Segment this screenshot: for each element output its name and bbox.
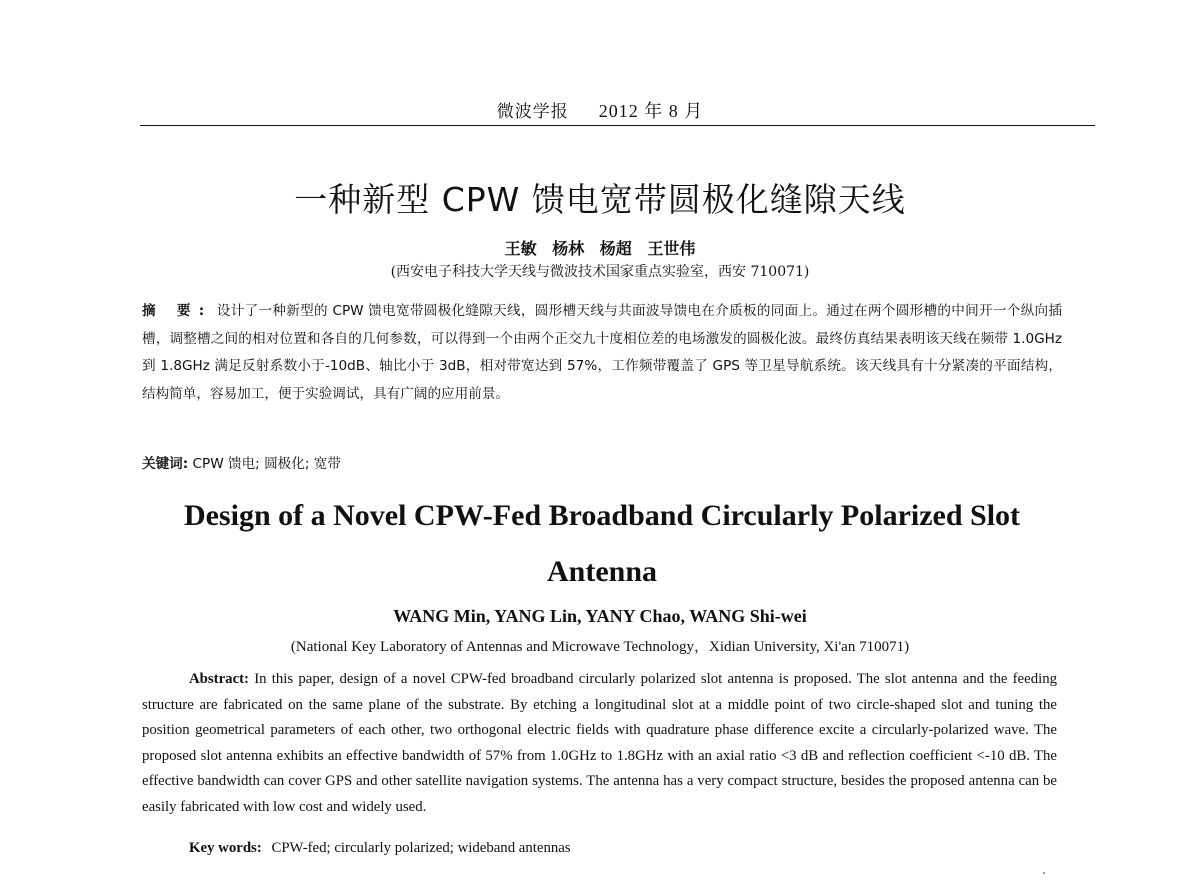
english-abstract bbox=[142, 667, 1057, 821]
chinese-title: 一种新型 CPW 馈电宽带圆极化缝隙天线 bbox=[294, 180, 906, 219]
english-affiliation: (National Key Laboratory of Antennas and Microwave Technology，Xidian University, Xi'an 710071) bbox=[290, 639, 910, 655]
english-keywords-label: Key words: bbox=[189, 840, 262, 856]
chinese-authors: 王敏 杨林 杨超 王世伟 bbox=[504, 239, 696, 258]
english-authors: WANG Min, YANG Lin, YANY Chao, WANG Shi-wei bbox=[393, 606, 807, 626]
issue-date: 2012 年 8 月 bbox=[598, 101, 704, 121]
running-head bbox=[0, 97, 1200, 123]
chinese-abstract-text: 设计了一种新型的 CPW 馈电宽带圆极化缝隙天线，圆形槽天线与共面波导馈电在介质板的同面上。通过在两个圆形槽的中间开一个纵向插槽，调整槽之间的相对位置和各自的几何参数，可以得到一个由两个正交九十度相位差的电场激发的圆极化波。最终仿真结果表明该天线在频带 1.0GHz 到 1.8GHz 满足反射系数小于-10dB、轴比小于 3dB，相对带宽达到 57%，工作频带覆盖了 GPS 等卫星导航系统。该天线具有十分紧凑的平面结构，结构简单，容易加工，便于实验调试，具有广阔的应用前景。 bbox=[142, 303, 1062, 402]
english-abstract-label: Abstract: bbox=[189, 671, 249, 687]
header-rule bbox=[140, 125, 1095, 126]
english-keywords bbox=[189, 840, 571, 857]
chinese-keywords-text: CPW 馈电; 圆极化; 宽带 bbox=[192, 456, 341, 472]
chinese-abstract bbox=[142, 298, 1062, 408]
english-abstract-text: In this paper, design of a novel CPW-fed broadband circularly polarized slot antenna is proposed. The slot antenna and the feeding structure are fabricated on the same plane of the substrate. By etching a longitudinal slot at a middle point of two circle-shaped slot and tuning the position geometrical parameters of each other, two orthogonal electric fields with quadrature phase difference excite a circularly-polarized wave. The proposed slot antenna exhibits an effective bandwidth of 57% from 1.0GHz to 1.8GHz with an axial ratio <3 dB and reflection coefficient <-10 dB. The effective bandwidth can cover GPS and other satellite navigation systems. The antenna has a very compact structure, besides the proposed antenna can be easily fabricated with low cost and widely used. bbox=[142, 671, 1057, 815]
journal-name: 微波学报 bbox=[496, 102, 569, 122]
chinese-keywords-label: 关键词: bbox=[142, 456, 189, 472]
chinese-affiliation: (西安电子科技大学天线与微波技术国家重点实验室，西安 710071) bbox=[390, 264, 810, 280]
english-keywords-text: CPW-fed; circularly polarized; wideband antennas bbox=[271, 840, 571, 856]
english-title: Design of a Novel CPW-Fed Broadband Circularly Polarized Slot Antenna bbox=[183, 499, 1021, 588]
chinese-keywords bbox=[142, 452, 341, 472]
chinese-abstract-label: 摘 要: bbox=[142, 303, 213, 319]
scan-speck bbox=[1043, 872, 1045, 874]
